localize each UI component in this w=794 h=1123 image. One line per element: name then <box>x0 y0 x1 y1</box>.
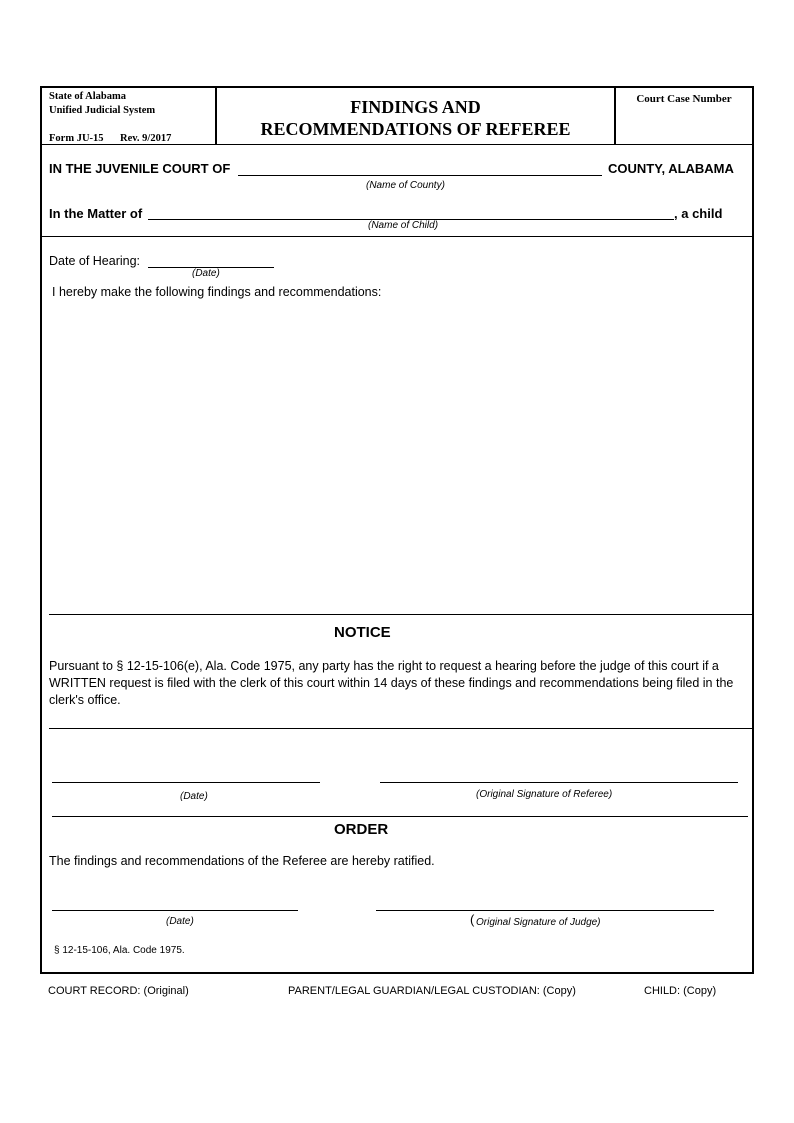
order-heading: ORDER <box>334 821 389 838</box>
case-number-label: Court Case Number <box>636 93 732 105</box>
case-number-box[interactable] <box>614 88 752 144</box>
order-text: The findings and recommendations of the Referee are hereby ratified. <box>49 854 435 868</box>
notice-text: Pursuant to § 12-15-106(e), Ala. Code 1975, any party has the right to request a hearing before the judge of this court if a WRITTEN request is filed with the clerk of this court within 14 days of these findings and recommendations being filed in the clerk's office. <box>49 659 734 707</box>
county-name-field[interactable] <box>238 175 602 176</box>
child-caption: (Name of Child) <box>368 220 439 231</box>
referee-signature-caption: (Original Signature of Referee) <box>476 789 613 800</box>
form-identifier-box <box>42 88 217 144</box>
matter-divider <box>42 236 752 237</box>
header-divider <box>42 144 752 145</box>
revision-date: Rev. 9/2017 <box>120 133 172 144</box>
court-suffix: COUNTY, ALABAMA <box>608 161 734 176</box>
notice-divider <box>49 728 752 729</box>
footer-child-copy: CHILD: (Copy) <box>644 985 717 997</box>
footer-court-record: COURT RECORD: (Original) <box>48 985 189 997</box>
judge-signature-field[interactable] <box>376 910 714 911</box>
court-prefix: IN THE JUVENILE COURT OF <box>49 161 231 176</box>
title-line-2: RECOMMENDATIONS OF REFEREE <box>260 119 571 139</box>
title-line-1: FINDINGS AND <box>350 97 481 117</box>
judge-signature-caption: Original Signature of Judge) <box>476 917 601 928</box>
state-name: State of Alabama <box>49 91 126 102</box>
judge-date-field[interactable] <box>52 910 298 911</box>
hearing-label: Date of Hearing: <box>49 254 141 268</box>
judicial-system: Unified Judicial System <box>49 105 156 116</box>
hearing-date-caption: (Date) <box>192 268 220 279</box>
county-caption: (Name of County) <box>366 180 445 191</box>
form-title <box>217 88 614 144</box>
footer-parent-copy: PARENT/LEGAL GUARDIAN/LEGAL CUSTODIAN: (Copy) <box>288 985 576 997</box>
order-divider <box>52 816 748 817</box>
judge-signature-paren: ( <box>470 912 475 927</box>
findings-area-bottom-rule <box>49 614 752 615</box>
referee-form <box>40 86 754 974</box>
form-number: Form JU-15 <box>49 133 104 144</box>
findings-intro: I hereby make the following findings and recommendations: <box>52 285 382 299</box>
matter-suffix: , a child <box>674 206 723 221</box>
referee-date-field[interactable] <box>52 782 320 783</box>
referee-date-caption: (Date) <box>180 791 208 802</box>
referee-signature-field[interactable] <box>380 782 738 783</box>
statute-citation: § 12-15-106, Ala. Code 1975. <box>54 945 185 956</box>
judge-date-caption: (Date) <box>166 916 194 927</box>
matter-prefix: In the Matter of <box>49 206 143 221</box>
notice-heading: NOTICE <box>334 624 391 641</box>
